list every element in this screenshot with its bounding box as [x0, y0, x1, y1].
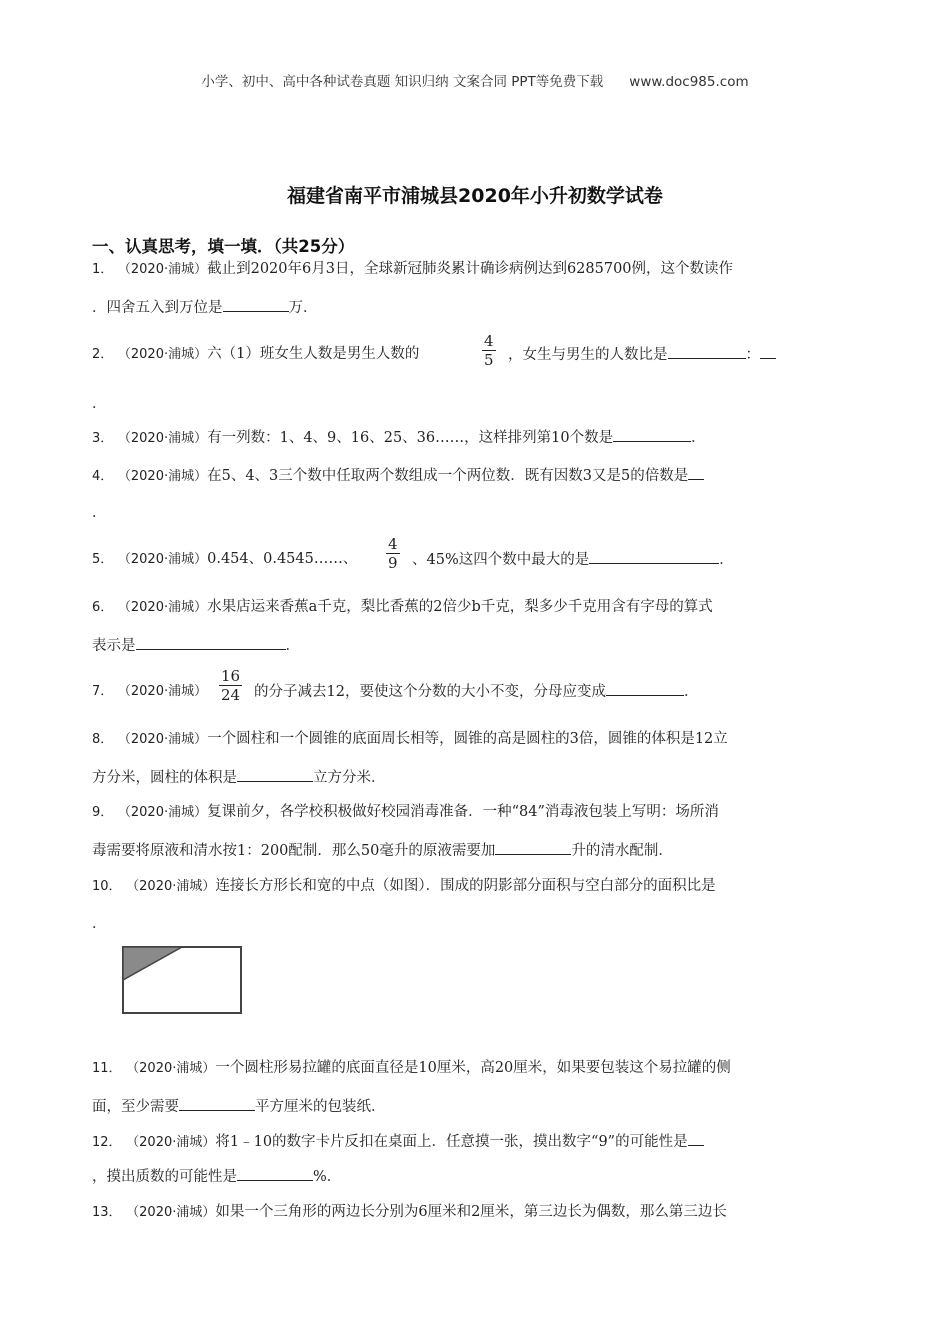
question-text: 毒需要将原液和清水按1：200配制．那么50毫升的原液需要加 — [92, 843, 496, 859]
answer-blank[interactable] — [223, 297, 289, 312]
question-12-line2 — [92, 1166, 341, 1187]
question-10-line2 — [92, 914, 107, 934]
question-text: ． — [719, 552, 734, 568]
header-site: www.doc985.com — [629, 74, 749, 90]
question-number: 4． — [92, 469, 114, 484]
question-5 — [92, 549, 357, 570]
question-number: 3． — [92, 431, 114, 446]
question-source: （2020·浦城） — [126, 1205, 216, 1220]
question-number: 10． — [92, 879, 122, 894]
question-source: （2020·浦城） — [117, 431, 208, 446]
question-text: 0.454、0.4545……、 — [207, 551, 358, 567]
answer-blank[interactable] — [237, 1166, 313, 1181]
section-heading: 一、认真思考，填一填．（共25分） — [92, 237, 355, 256]
question-12 — [92, 1131, 704, 1153]
header-text: 小学、初中、高中各种试卷真题 知识归纳 文案合同 PPT等免费下载 — [201, 74, 604, 90]
question-number: 5． — [92, 552, 114, 567]
answer-blank[interactable] — [237, 767, 313, 782]
question-source: （2020·浦城） — [117, 732, 208, 747]
question-text: ． — [285, 638, 300, 654]
question-text: 一个圆柱形易拉罐的底面直径是10厘米，高20厘米，如果要包装这个易拉罐的侧 — [215, 1060, 731, 1076]
question-11-line2 — [92, 1096, 386, 1117]
question-number: 6． — [92, 600, 114, 615]
question-text: 在5、4、3三个数中任取两个数组成一个两位数．既有因数3又是5的倍数是 — [207, 468, 689, 484]
question-text: 将1﹣10的数字卡片反扣在桌面上．任意摸一张，摸出数字“9”的可能性是 — [215, 1134, 688, 1150]
question-6-line2 — [92, 635, 300, 656]
question-text: 立方分米． — [313, 770, 386, 786]
question-source: （2020·浦城） — [126, 879, 216, 894]
question-text: 连接长方形长和宽的中点（如图）．围成的阴影部分面积与空白部分的面积比是 — [215, 878, 716, 894]
question-5-post — [412, 549, 734, 570]
question-text: 一个圆柱和一个圆锥的底面周长相等，圆锥的高是圆柱的3倍，圆锥的体积是12立 — [207, 731, 728, 747]
answer-blank[interactable] — [136, 635, 286, 650]
fraction-denominator: 5 — [484, 351, 494, 369]
question-text: ，女生与男生的人数比是 — [508, 347, 668, 363]
question-source: （2020·浦城） — [117, 552, 208, 567]
question-2-post — [508, 344, 776, 365]
question-text: ． — [92, 505, 107, 521]
fraction-4-5 — [482, 332, 496, 369]
answer-blank[interactable] — [606, 681, 684, 696]
question-source: （2020·浦城） — [126, 1135, 216, 1150]
question-text: 的分子减去12，要使这个分数的大小不变，分母应变成 — [254, 684, 606, 700]
question-number: 11． — [92, 1061, 122, 1076]
question-text: 水果店运来香蕉a千克，梨比香蕉的2倍少b千克，梨多少千克用含有字母的算式 — [207, 599, 713, 615]
question-text: 复课前夕，各学校积极做好校园消毒准备．一种“84”消毒液包装上写明：场所消 — [207, 804, 719, 820]
question-10 — [92, 876, 716, 897]
question-1 — [92, 259, 733, 280]
question-number: 9． — [92, 805, 114, 820]
question-7 — [92, 681, 207, 702]
question-text: ． — [92, 396, 107, 412]
question-text: 面，至少需要 — [92, 1099, 179, 1115]
question-text: 截止到2020年6月3日，全球新冠肺炎累计确诊病例达到6285700例，这个数读作 — [207, 261, 734, 277]
question-11 — [92, 1058, 731, 1079]
question-text: ． — [92, 916, 107, 932]
question-4 — [92, 465, 704, 487]
question-number: 2． — [92, 347, 114, 362]
question-2 — [92, 344, 419, 365]
question-source: （2020·浦城） — [126, 1061, 216, 1076]
question-source: （2020·浦城） — [117, 805, 208, 820]
question-8 — [92, 729, 728, 750]
question-4-line2 — [92, 503, 107, 523]
question-text: ： — [745, 347, 760, 363]
question-source: （2020·浦城） — [117, 262, 208, 277]
question-text: ． — [691, 430, 706, 446]
question-number: 1． — [92, 262, 114, 277]
fraction-4-9 — [386, 535, 400, 572]
question-text: 万． — [288, 300, 318, 316]
question-text: 有一列数：1、4、9、16、25、36……，这样排列第10个数是 — [207, 430, 614, 446]
answer-blank[interactable] — [613, 427, 691, 442]
question-6 — [92, 597, 713, 618]
question-text: ．四舍五入到万位是 — [92, 300, 223, 316]
question-number: 12． — [92, 1135, 122, 1150]
question-text: ，摸出质数的可能性是 — [92, 1169, 237, 1185]
question-source: （2020·浦城） — [117, 600, 208, 615]
question-number: 8． — [92, 732, 114, 747]
question-number: 7． — [92, 684, 114, 699]
fraction-numerator: 16 — [221, 667, 241, 685]
question-number: 13． — [92, 1205, 122, 1220]
question-text: ． — [683, 684, 699, 700]
question-text: 六（1）班女生人数是男生人数的 — [207, 346, 420, 362]
answer-blank[interactable] — [495, 840, 571, 855]
question-text: 方分米，圆柱的体积是 — [92, 770, 237, 786]
question-text: %． — [313, 1169, 342, 1185]
question-text: 如果一个三角形的两边长分别为6厘米和2厘米，第三边长为偶数，那么第三边长 — [215, 1204, 727, 1220]
page-header — [0, 70, 950, 90]
answer-blank[interactable] — [688, 465, 704, 480]
question-13 — [92, 1202, 727, 1223]
question-text: 、45%这四个数中最大的是 — [412, 552, 590, 568]
question-9-line2 — [92, 840, 673, 861]
question-text: 平方厘米的包装纸． — [255, 1099, 386, 1115]
question-source: （2020·浦城） — [117, 347, 208, 362]
answer-blank[interactable] — [668, 344, 746, 359]
question-source: （2020·浦城） — [117, 684, 208, 699]
question-3 — [92, 427, 706, 449]
fraction-denominator: 9 — [388, 554, 398, 572]
question-text: 表示是 — [92, 638, 136, 654]
answer-blank[interactable] — [179, 1096, 255, 1111]
fraction-denominator: 24 — [221, 686, 241, 704]
question-source: （2020·浦城） — [117, 469, 208, 484]
fraction-numerator: 4 — [388, 535, 398, 553]
rectangle-figure — [120, 944, 244, 1016]
fraction-numerator: 4 — [484, 332, 494, 350]
answer-blank[interactable] — [760, 344, 776, 359]
question-1-line2 — [92, 297, 318, 318]
question-2-line2 — [92, 394, 107, 414]
question-8-line2 — [92, 767, 386, 788]
answer-blank[interactable] — [688, 1131, 704, 1146]
question-text: 升的清水配制． — [571, 843, 673, 859]
question-7-post — [254, 681, 698, 702]
answer-blank[interactable] — [589, 549, 719, 564]
fraction-16-24 — [219, 667, 242, 704]
page-title: 福建省南平市浦城县2020年小升初数学试卷 — [287, 185, 663, 207]
question-9 — [92, 802, 719, 823]
